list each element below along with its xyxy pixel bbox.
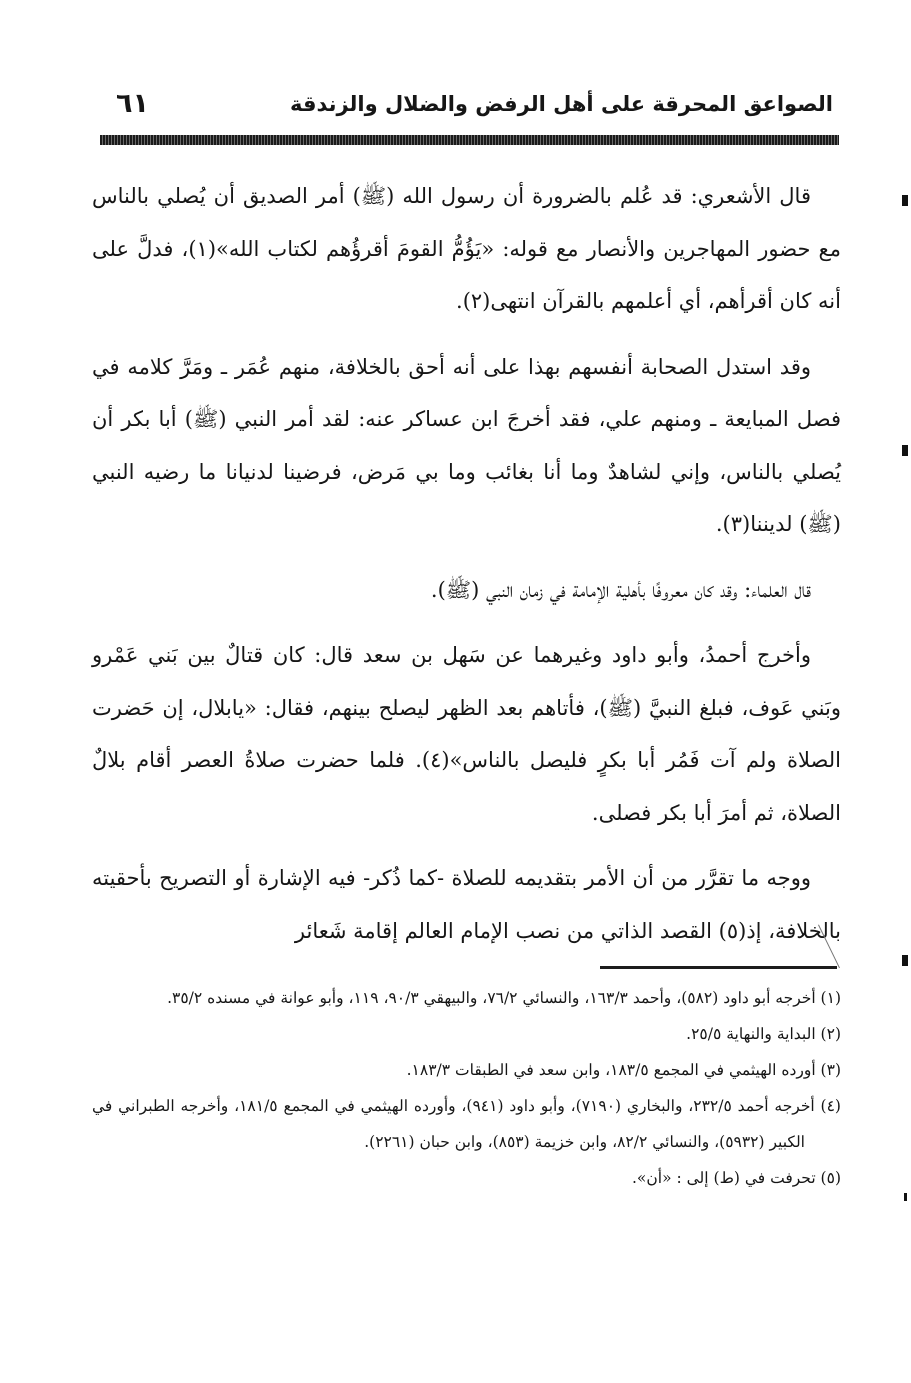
header-rule [100, 135, 839, 145]
paragraph: وأخرج أحمدُ، وأبو داود وغيرهما عن سَهل بن سعد قال: كان قتالٌ بين بَني عَمْرو وبَني عَوف، فبلغ النبيَّ (ﷺ)، فأتاهم بعد الظهر ليصلح بينهم، فقال: «يابلال، إن حَضرت الصلاة ولم آت فَمُر أبا بكرٍ فليصل بالناس»(٤). فلما حضرت صلاةُ العصر أقام بلالٌ الصلاة، ثم أمرَ أبا بكر فصلى. [92, 643, 841, 825]
margin-mark [902, 445, 908, 456]
margin-mark [904, 1193, 907, 1201]
running-title: الصواعق المحرقة على أهل الرفض والضلال والزندقة [289, 92, 833, 116]
paragraph: وقد استدل الصحابة أنفسهم بهذا على أنه أحق بالخلافة، منهم عُمَر ـ ومَرَّ كلامه في فصل المبايعة ـ ومنهم علي، فقد أخرجَ ابن عساكر عنه: لقد أمر النبي (ﷺ) أبا بكر أن يُصلي بالناس، وإني لشاهدٌ وما أنا بغائب وما بي مَرض، فرضينا لدنيانا ما رضيه النبي (ﷺ) لديننا(٣). [92, 354, 841, 536]
margin-mark [902, 195, 908, 206]
footnote: (١) أخرجه أبو داود (٥٨٢)، وأحمد ١٦٣/٣، والنسائي ٧٦/٢، والبيهقي ٩٠/٣، ١١٩، وأبو عوانة في مسنده ٣٥/٢. [167, 989, 841, 1007]
page-number: ٦١ [116, 88, 149, 119]
running-header [100, 84, 833, 128]
footnote: (٣) أورده الهيثمي في المجمع ١٨٣/٥، وابن سعد في الطبقات ١٨٣/٣. [406, 1061, 841, 1079]
footnote: (٢) البداية والنهاية ٢٥/٥. [686, 1025, 841, 1043]
footnote: (٤) أخرجه أحمد ٢٣٢/٥، والبخاري (٧١٩٠)، وأبو داود (٩٤١)، وأورده الهيثمي في المجمع ١٨١/٥، وأخرجه الطبراني في الكبير (٥٩٣٢)، والنسائي ٨٢/٢، وابن خزيمة (٨٥٣)، وابن حبان (٢٢٦١). [92, 1097, 841, 1151]
paragraph: قال الأشعري: قد عُلم بالضرورة أن رسول الله (ﷺ) أمر الصديق أن يُصلي بالناس مع حضور المهاجرين والأنصار مع قوله: «يَؤُمُّ القومَ أقرؤُهم لكتاب الله»(١)، فدلَّ على أنه كان أقرأهم، أي أعلمهم بالقرآن انتهى(٢). [92, 184, 841, 313]
margin-mark [902, 955, 908, 966]
main-text [92, 170, 841, 970]
paragraph: قال العلماء: وقد كان معروفًا بأهلية الإمامة في زمان النبي (ﷺ). [430, 577, 811, 602]
paragraph: ووجه ما تقرَّر من أن الأمر بتقديمه للصلاة -كما ذُكر- فيه الإشارة أو التصريح بأحقيته بالخلافة، إذ(٥) القصد الذاتي من نصب الإمام العالم إقامة شَعائر [92, 866, 841, 943]
footnotes [92, 980, 841, 1196]
footnote: (٥) تحرفت في (ط) إلى : «أن». [631, 1169, 841, 1187]
footnote-separator [600, 966, 837, 969]
